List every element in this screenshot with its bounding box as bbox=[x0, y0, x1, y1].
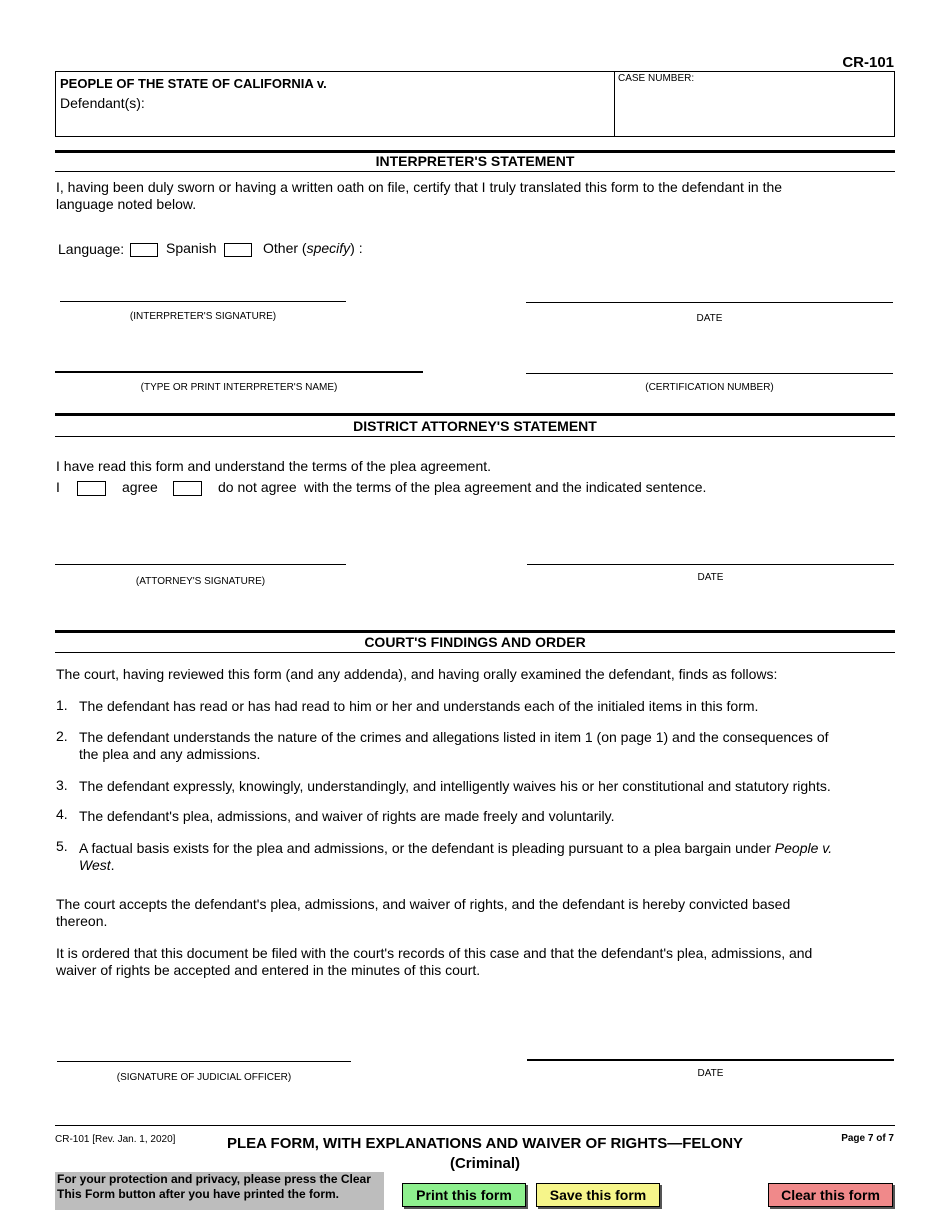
clear-form-button[interactable]: Clear this form bbox=[768, 1183, 893, 1207]
da-i-label: I bbox=[56, 479, 60, 495]
form-number: CR-101 bbox=[842, 54, 894, 71]
finding-number: 3. bbox=[56, 777, 68, 793]
attorney-signature-line[interactable] bbox=[55, 564, 346, 565]
finding-text: The defendant expressly, knowingly, understandingly, and intelligently waives his or her constitutional and statutory rights. bbox=[79, 778, 831, 794]
interpreter-name-line[interactable] bbox=[55, 371, 423, 373]
court-accept-text: The court accepts the defendant's plea, admissions, and waiver of rights, and the defendant is hereby convicted based thereon. bbox=[56, 896, 791, 929]
attorney-date-line[interactable] bbox=[527, 564, 894, 565]
interpreter-signature-label: (INTERPRETER'S SIGNATURE) bbox=[129, 311, 277, 322]
court-intro: The court, having reviewed this form (and any addenda), and having orally examined the defendant, finds as follows: bbox=[56, 666, 778, 682]
section-rule bbox=[55, 171, 895, 172]
attorney-signature-label: (ATTORNEY'S SIGNATURE) bbox=[135, 576, 266, 587]
finding-number: 5. bbox=[56, 838, 68, 854]
finding-text: A factual basis exists for the plea and admissions, or the defendant is pleading pursuant to a plea bargain under People v. West. bbox=[79, 840, 833, 873]
court-section-title: COURT'S FINDINGS AND ORDER bbox=[364, 634, 586, 650]
interpreter-name-label: (TYPE OR PRINT INTERPRETER'S NAME) bbox=[140, 382, 338, 393]
other-language-label: Other (specify) : bbox=[263, 240, 363, 256]
do-not-agree-label: do not agree bbox=[218, 479, 297, 495]
finding-text: The defendant's plea, admissions, and waiver of rights are made freely and voluntarily. bbox=[79, 808, 615, 824]
interpreter-section-title: INTERPRETER'S STATEMENT bbox=[375, 153, 575, 169]
interpreter-date-line[interactable] bbox=[526, 302, 893, 303]
case-number-label: CASE NUMBER: bbox=[618, 73, 695, 84]
section-rule bbox=[55, 413, 895, 416]
print-form-button[interactable]: Print this form bbox=[402, 1183, 526, 1207]
privacy-note: For your protection and privacy, please press the Clear This Form button after you have printed the form. bbox=[55, 1172, 384, 1210]
da-terms-text: with the terms of the plea agreement and the indicated sentence. bbox=[304, 479, 707, 495]
judicial-date-line[interactable] bbox=[527, 1059, 894, 1061]
finding-number: 1. bbox=[56, 697, 68, 713]
form-title-line2: (Criminal) bbox=[449, 1155, 520, 1172]
save-form-button[interactable]: Save this form bbox=[536, 1183, 660, 1207]
form-revision: CR-101 [Rev. Jan. 1, 2020] bbox=[55, 1134, 176, 1145]
judicial-signature-label: (SIGNATURE OF JUDICIAL OFFICER) bbox=[116, 1072, 292, 1083]
agree-label: agree bbox=[122, 479, 158, 495]
finding-text: The defendant has read or has had read to him or her and understands each of the initialed items in this form. bbox=[79, 698, 759, 714]
spanish-label: Spanish bbox=[166, 240, 217, 256]
do-not-agree-checkbox[interactable] bbox=[173, 481, 202, 496]
interpreter-signature-line[interactable] bbox=[60, 301, 346, 302]
finding-number: 4. bbox=[56, 806, 68, 822]
form-title-line1: PLEA FORM, WITH EXPLANATIONS AND WAIVER OF RIGHTS—FELONY bbox=[226, 1135, 744, 1152]
interpreter-statement: I, having been duly sworn or having a written oath on file, certify that I truly translated this form to the defendant in the language noted below. bbox=[56, 179, 783, 212]
agree-checkbox[interactable] bbox=[77, 481, 106, 496]
language-label: Language: bbox=[58, 241, 125, 257]
defendant-label: Defendant(s): bbox=[60, 95, 145, 111]
da-section-title: DISTRICT ATTORNEY'S STATEMENT bbox=[353, 418, 597, 434]
interpreter-date-label: DATE bbox=[696, 313, 723, 324]
form-title bbox=[180, 1134, 790, 1174]
certification-number-line[interactable] bbox=[526, 373, 893, 374]
finding-number: 2. bbox=[56, 728, 68, 744]
page-number: Page 7 of 7 bbox=[841, 1133, 894, 1144]
judicial-date-label: DATE bbox=[697, 1068, 724, 1079]
people-label: PEOPLE OF THE STATE OF CALIFORNIA v. bbox=[60, 76, 327, 91]
judicial-signature-line[interactable] bbox=[57, 1061, 351, 1062]
attorney-date-label: DATE bbox=[697, 572, 724, 583]
section-rule bbox=[55, 630, 895, 633]
finding-text: The defendant understands the nature of the crimes and allegations listed in item 1 (on page 1) and the consequences of the plea and any admissions. bbox=[79, 729, 829, 762]
court-order-text: It is ordered that this document be filed with the court's records of this case and that the defendant's plea, admissions, and waiver of rights be accepted and entered in the minutes of this court. bbox=[56, 945, 813, 978]
da-statement: I have read this form and understand the terms of the plea agreement. bbox=[56, 458, 492, 474]
footer-rule bbox=[55, 1125, 895, 1126]
section-rule bbox=[55, 652, 895, 653]
spanish-checkbox[interactable] bbox=[130, 243, 158, 257]
section-rule bbox=[55, 436, 895, 437]
certification-number-label: (CERTIFICATION NUMBER) bbox=[645, 382, 774, 393]
other-language-checkbox[interactable] bbox=[224, 243, 252, 257]
caption-divider bbox=[614, 71, 615, 137]
